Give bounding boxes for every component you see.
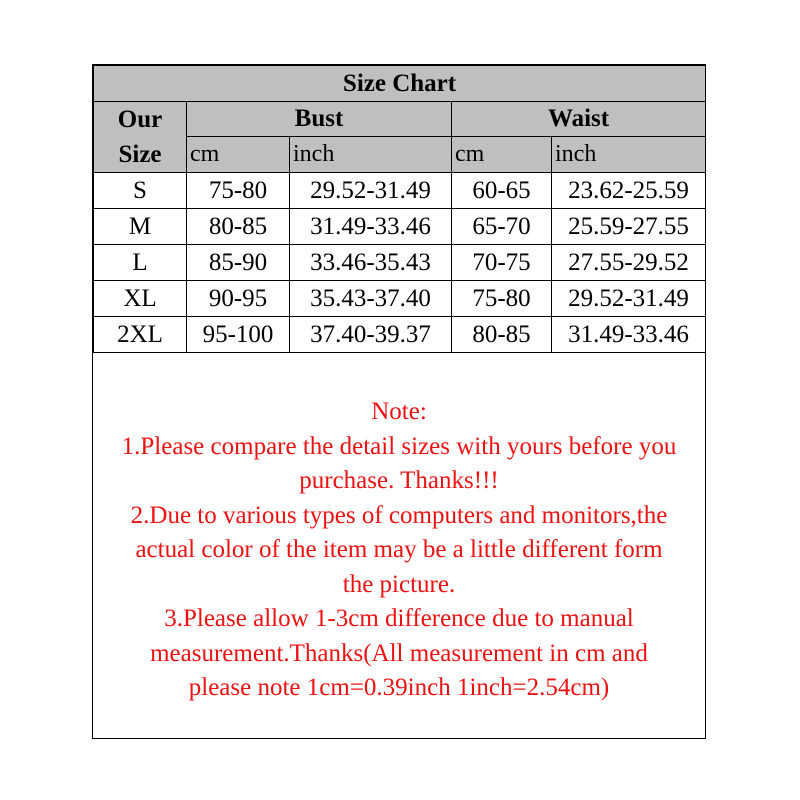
- waist-cm-cell: 65-70: [452, 209, 552, 245]
- chart-title: Size Chart: [94, 66, 706, 102]
- table-row: [94, 245, 706, 281]
- bust-cm-cell: 90-95: [187, 281, 290, 317]
- waist-inch-cell: 23.62-25.59: [552, 173, 706, 209]
- bust-inch-cell: 33.46-35.43: [290, 245, 452, 281]
- size-cell: 2XL: [94, 317, 187, 353]
- unit-bust-cm: cm: [187, 136, 290, 172]
- table-row: [94, 317, 706, 353]
- waist-inch-cell: 29.52-31.49: [552, 281, 706, 317]
- size-header: [94, 102, 187, 173]
- note-line: purchase. Thanks!!!: [299, 467, 499, 494]
- bust-cm-cell: 80-85: [187, 209, 290, 245]
- waist-cm-cell: 60-65: [452, 173, 552, 209]
- header-row: [94, 102, 706, 137]
- bust-cm-cell: 95-100: [187, 317, 290, 353]
- waist-inch-cell: 27.55-29.52: [552, 245, 706, 281]
- note-line: the picture.: [342, 570, 456, 598]
- note-line: 2.Due to various types of computers and monitors,the: [130, 501, 668, 529]
- waist-cm-cell: 70-75: [452, 245, 552, 281]
- bust-header: Bust: [187, 102, 452, 137]
- bust-inch-cell: 37.40-39.37: [290, 317, 452, 353]
- size-header-line2: Size: [118, 141, 162, 168]
- bust-inch-cell: 35.43-37.40: [290, 281, 452, 317]
- unit-bust-inch: inch: [290, 136, 452, 172]
- bust-cm-cell: 75-80: [187, 173, 290, 209]
- waist-cm-cell: 80-85: [452, 317, 552, 353]
- bust-cm-cell: 85-90: [187, 245, 290, 281]
- unit-waist-inch: inch: [552, 136, 706, 172]
- note-line: 1.Please compare the detail sizes with yours before you: [121, 432, 677, 460]
- note-block: [93, 395, 705, 706]
- table-row: [94, 209, 706, 245]
- size-header-line1: Our: [117, 106, 163, 133]
- waist-inch-cell: 31.49-33.46: [552, 317, 706, 353]
- note-line: actual color of the item may be a little different form: [135, 536, 663, 563]
- note-line: measurement.Thanks(All measurement in cm and: [150, 639, 648, 667]
- bust-inch-cell: 29.52-31.49: [290, 173, 452, 209]
- note-line: 3.Please allow 1-3cm difference due to manual: [164, 605, 634, 632]
- size-table: [93, 65, 706, 353]
- size-cell: L: [94, 245, 187, 281]
- waist-header: Waist: [452, 102, 706, 137]
- bust-inch-cell: 31.49-33.46: [290, 209, 452, 245]
- size-cell: S: [94, 173, 187, 209]
- table-row: [94, 173, 706, 209]
- table-row: [94, 281, 706, 317]
- waist-inch-cell: 25.59-27.55: [552, 209, 706, 245]
- waist-cm-cell: 75-80: [452, 281, 552, 317]
- note-line: please note 1cm=0.39inch 1inch=2.54cm): [188, 674, 610, 701]
- note-heading: Note:: [371, 398, 427, 425]
- size-chart: [92, 64, 706, 739]
- title-row: [94, 66, 706, 102]
- unit-waist-cm: cm: [452, 136, 552, 172]
- size-cell: XL: [94, 281, 187, 317]
- size-cell: M: [94, 209, 187, 245]
